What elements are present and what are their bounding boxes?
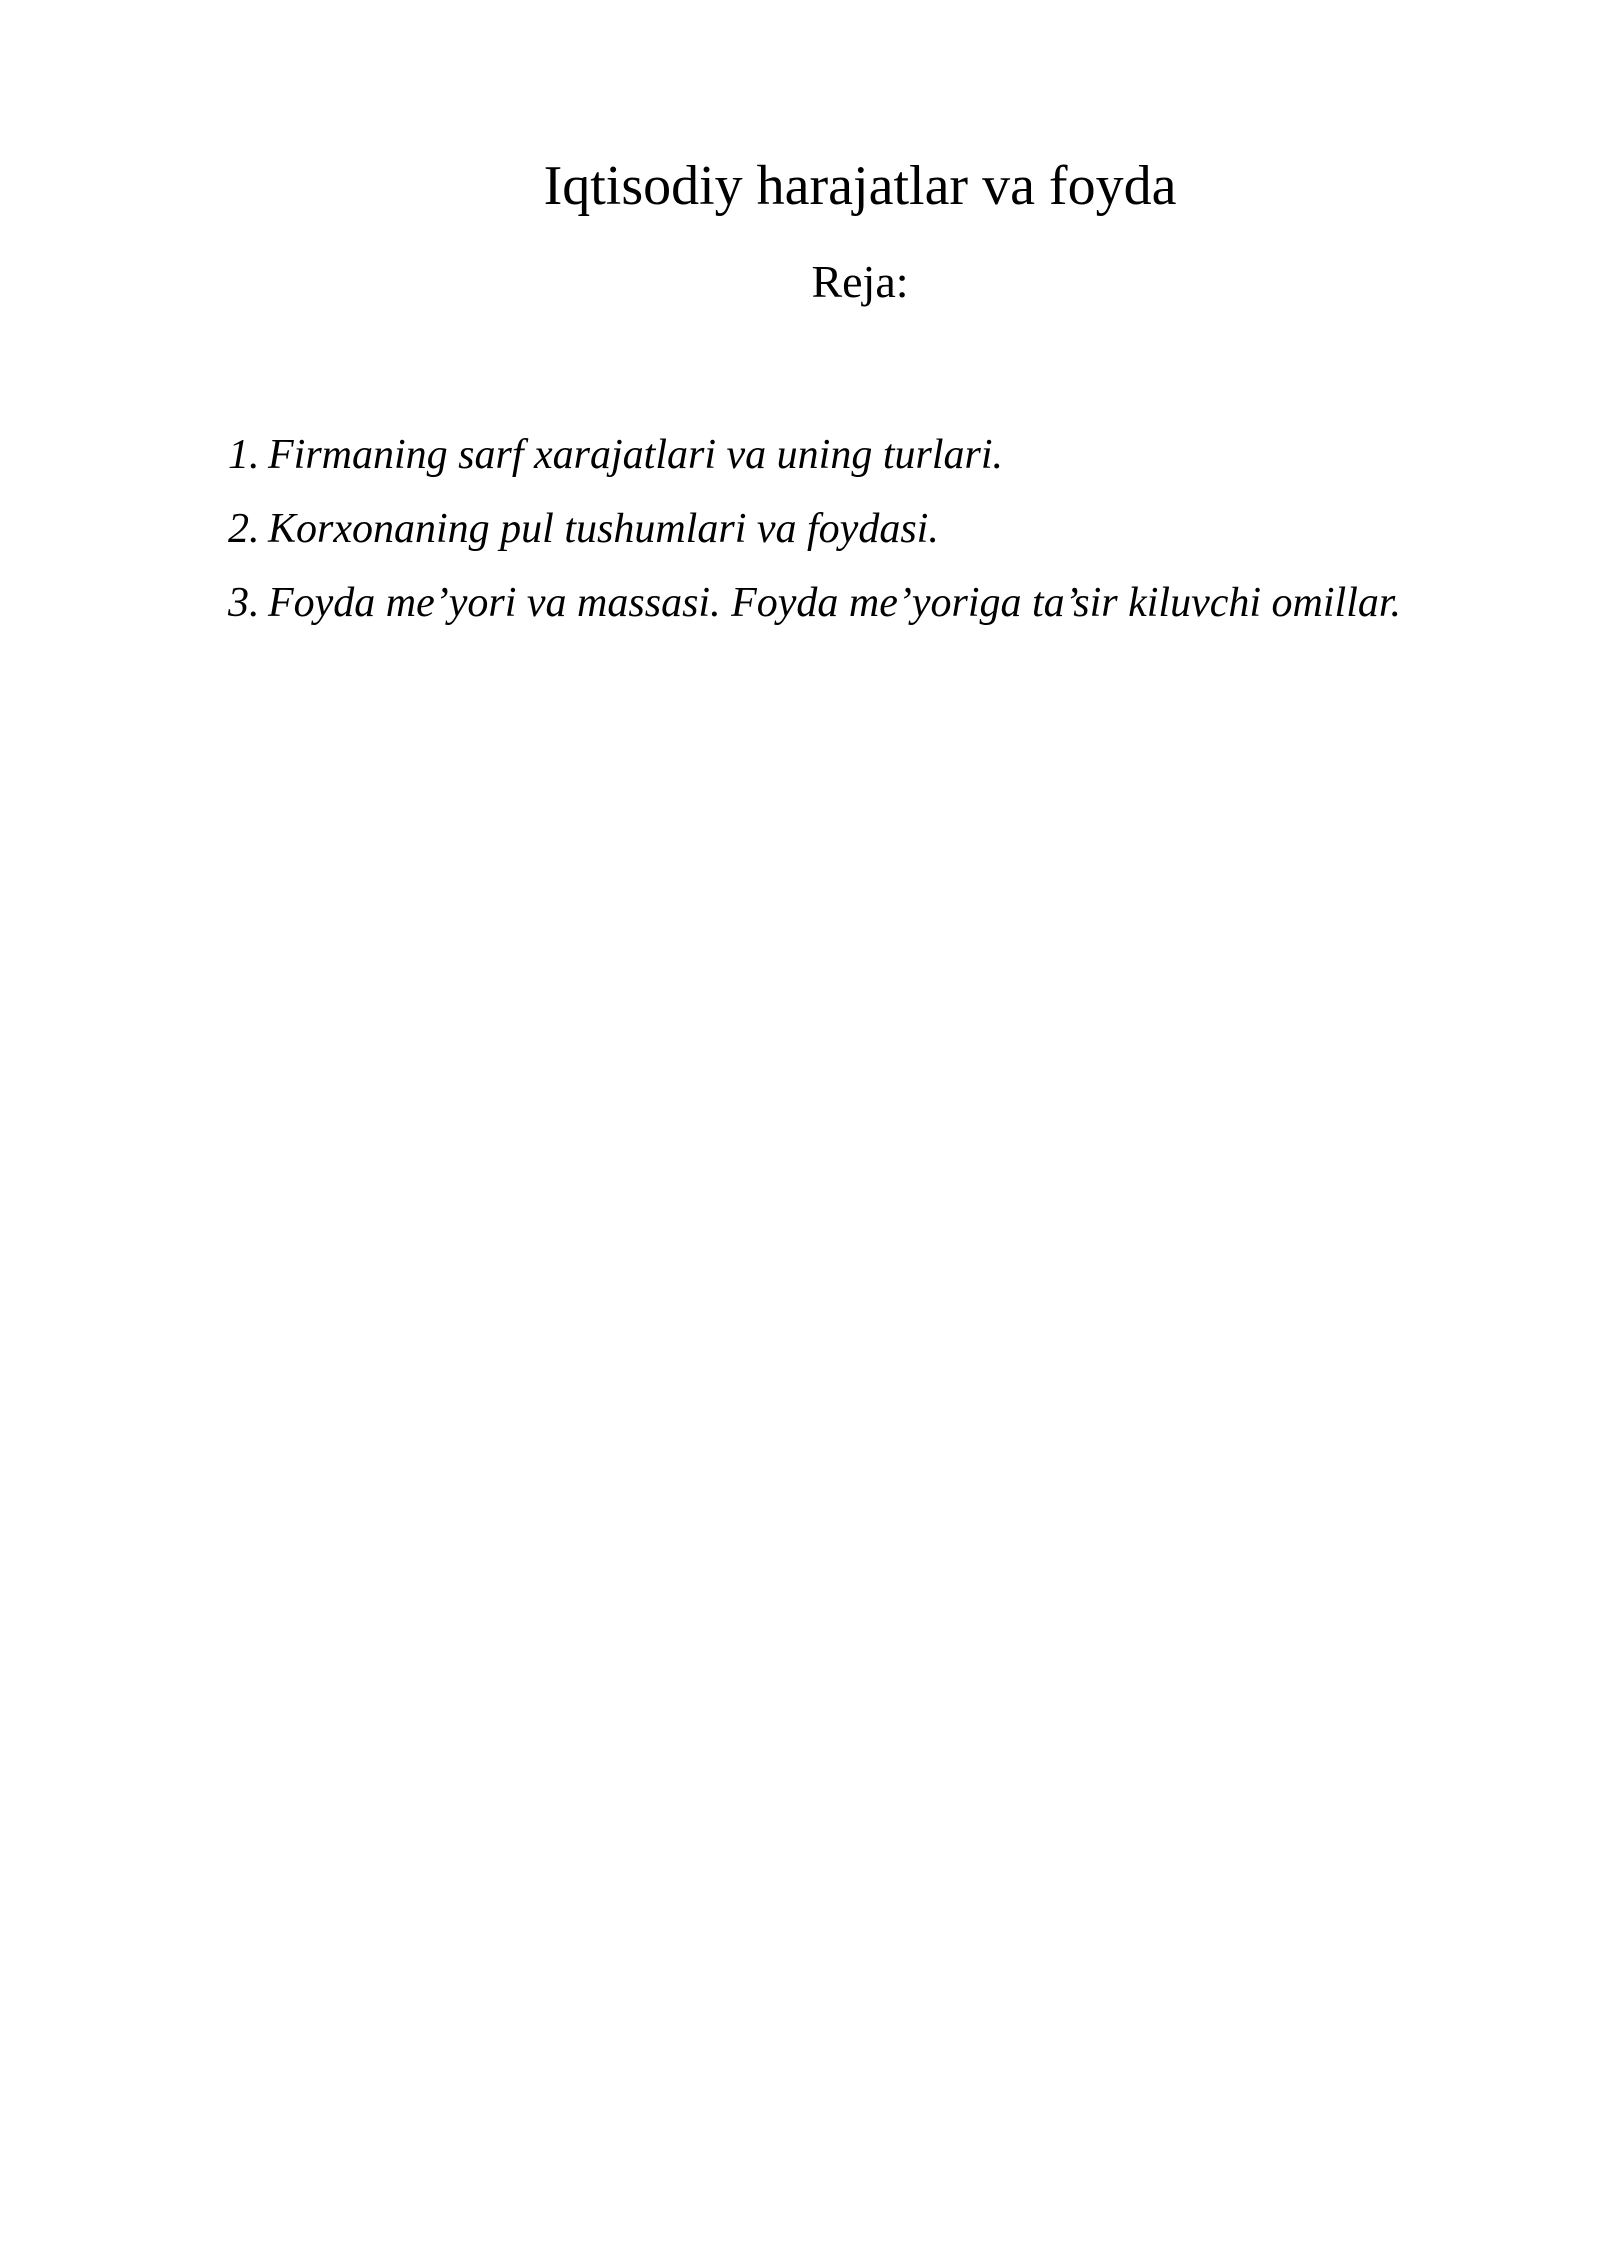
plan-item-number: 3. [228,580,260,626]
plan-heading: Reja: [811,256,909,307]
plan-item [228,566,1401,640]
plan-item-text: Firmaning sarf xarajatlari va uning turlari. [268,432,1004,478]
plan-item [228,492,1401,566]
document-title: Iqtisodiy harajatlar va foyda [543,155,1177,217]
plan-item-text: Korxonaning pul tushumlari va foydasi. [268,506,939,552]
plan-item-number: 2. [228,506,260,552]
plan-item-text: Foyda me’yori va massasi. Foyda me’yoriga ta’sir kiluvchi omillar. [268,580,1402,626]
plan-item [228,418,1401,492]
plan-list [228,418,1401,640]
plan-item-number: 1. [228,432,260,478]
